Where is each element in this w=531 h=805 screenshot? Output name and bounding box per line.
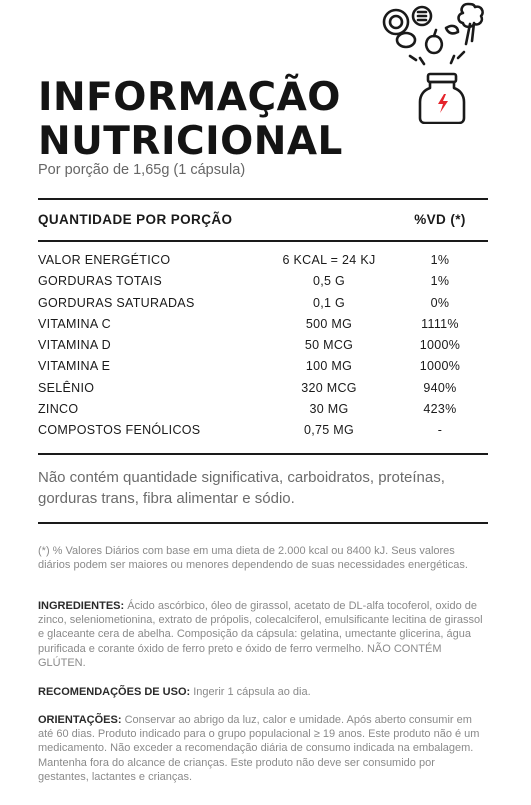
quantity-header: QUANTIDADE POR PORÇÃO xyxy=(38,212,233,227)
table-row xyxy=(38,399,488,420)
nutrient-amount: 30 MG xyxy=(309,402,349,417)
table-bottom-rule xyxy=(38,453,488,455)
table-row xyxy=(38,314,488,335)
recommendations-section xyxy=(38,685,488,699)
guidance-label: ORIENTAÇÕES: xyxy=(38,714,122,726)
table-row xyxy=(38,271,488,292)
table-header-rule xyxy=(38,240,488,242)
ingredients-text: Ácido ascórbico, óleo de girassol, acetato de DL-alfa tocoferol, oxido de zinco, selenіometionina, extrato de própolis, colecalciferol, emulsificante lecitina de girassol e glaceante cera de abelha. Composição da cápsula: gelatina, umectante glicerina, água purificada e corante óxido de ferro preto e óxido de ferro vermelho. NÃO CONTÉM GLÚTEN. xyxy=(38,600,483,669)
footer-rule xyxy=(38,522,488,524)
nutrient-name: COMPOSTOS FENÓLICOS xyxy=(38,423,201,438)
nutrient-amount: 0,75 MG xyxy=(303,423,355,438)
nutrient-daily-value: 1111% xyxy=(421,316,459,331)
nutrient-amount: 500 MG xyxy=(305,316,353,331)
table-row xyxy=(38,293,488,314)
nutrient-daily-value: 1% xyxy=(430,253,450,267)
nutrient-daily-value: 1000% xyxy=(419,338,461,353)
daily-value-header: %VD (*) xyxy=(414,212,466,227)
nutrient-daily-value: 1% xyxy=(430,274,450,289)
ingredients-section xyxy=(38,599,488,670)
table-row xyxy=(38,250,488,271)
nutrition-table-body xyxy=(38,250,488,442)
nutrient-name: VITAMINA D xyxy=(38,338,111,353)
title-line-1: INFORMAÇÃO xyxy=(38,75,341,120)
table-row xyxy=(38,356,488,377)
title-line-2: NUTRICIONAL xyxy=(38,119,343,164)
nutrient-amount: 100 MG xyxy=(305,359,353,374)
nutrient-name: VITAMINA E xyxy=(38,359,111,374)
table-row xyxy=(38,378,488,399)
supplement-jar-with-fruits-and-vegetables-icon xyxy=(380,0,502,124)
nutrient-name: VALOR ENERGÉTICO xyxy=(38,253,171,267)
nutrient-name: ZINCO xyxy=(38,402,79,417)
table-header xyxy=(38,212,488,232)
nutrient-name: SELÊNIO xyxy=(38,380,95,395)
table-top-rule xyxy=(38,198,488,200)
nutrient-amount: 50 MCG xyxy=(304,338,354,353)
energy-bolt-icon xyxy=(438,94,448,113)
nutrient-name: GORDURAS TOTAIS xyxy=(38,274,162,289)
table-row xyxy=(38,335,488,356)
guidance-text: Conservar ao abrigo da luz, calor e umidade. Após aberto consumir em até 60 dias. Produto indicado para o grupo populacional ≥ 19 anos. Este produto não é um medicamento. Não exceder a recomendação diária de consumo indicada na embalagem. Mantenha fora do alcance de crianças. Este produto não deve ser consumido por gestantes, lactantes e crianças. xyxy=(38,714,480,783)
nutrient-name: GORDURAS SATURADAS xyxy=(38,295,195,310)
daily-values-footnote: (*) % Valores Diários com base em uma dieta de 2.000 kcal ou 8400 kJ. Seus valores diários podem ser maiores ou menores dependendo de suas necessidades energéticas. xyxy=(38,545,468,572)
nutrient-daily-value: 0% xyxy=(430,295,450,310)
recommendations-text: Ingerir 1 cápsula ao dia. xyxy=(193,686,311,698)
nutrient-daily-value: 1000% xyxy=(419,359,461,374)
serving-size-subtitle: Por porção de 1,65g (1 cápsula) xyxy=(38,162,246,178)
ingredients-label: INGREDIENTES: xyxy=(38,600,125,612)
guidance-section xyxy=(38,713,488,784)
recommendations-label: RECOMENDAÇÕES DE USO: xyxy=(38,686,191,698)
nutrient-amount: 0,5 G xyxy=(312,274,346,289)
nutrient-amount: 320 MCG xyxy=(301,380,357,395)
nutrient-daily-value: 940% xyxy=(423,380,457,395)
nutrient-name: VITAMINA C xyxy=(38,316,111,331)
nutrient-amount: 6 KCAL = 24 KJ xyxy=(282,253,376,267)
nutrient-daily-value: 423% xyxy=(423,402,457,417)
page-title xyxy=(38,76,343,164)
nutrient-amount: 0,1 G xyxy=(312,295,346,310)
table-row xyxy=(38,420,488,441)
nutrient-daily-value: - xyxy=(437,423,443,438)
not-significant-note: Não contém quantidade significativa, carboidratos, proteínas, gorduras trans, fibra alimentar e sódio. xyxy=(38,469,445,507)
